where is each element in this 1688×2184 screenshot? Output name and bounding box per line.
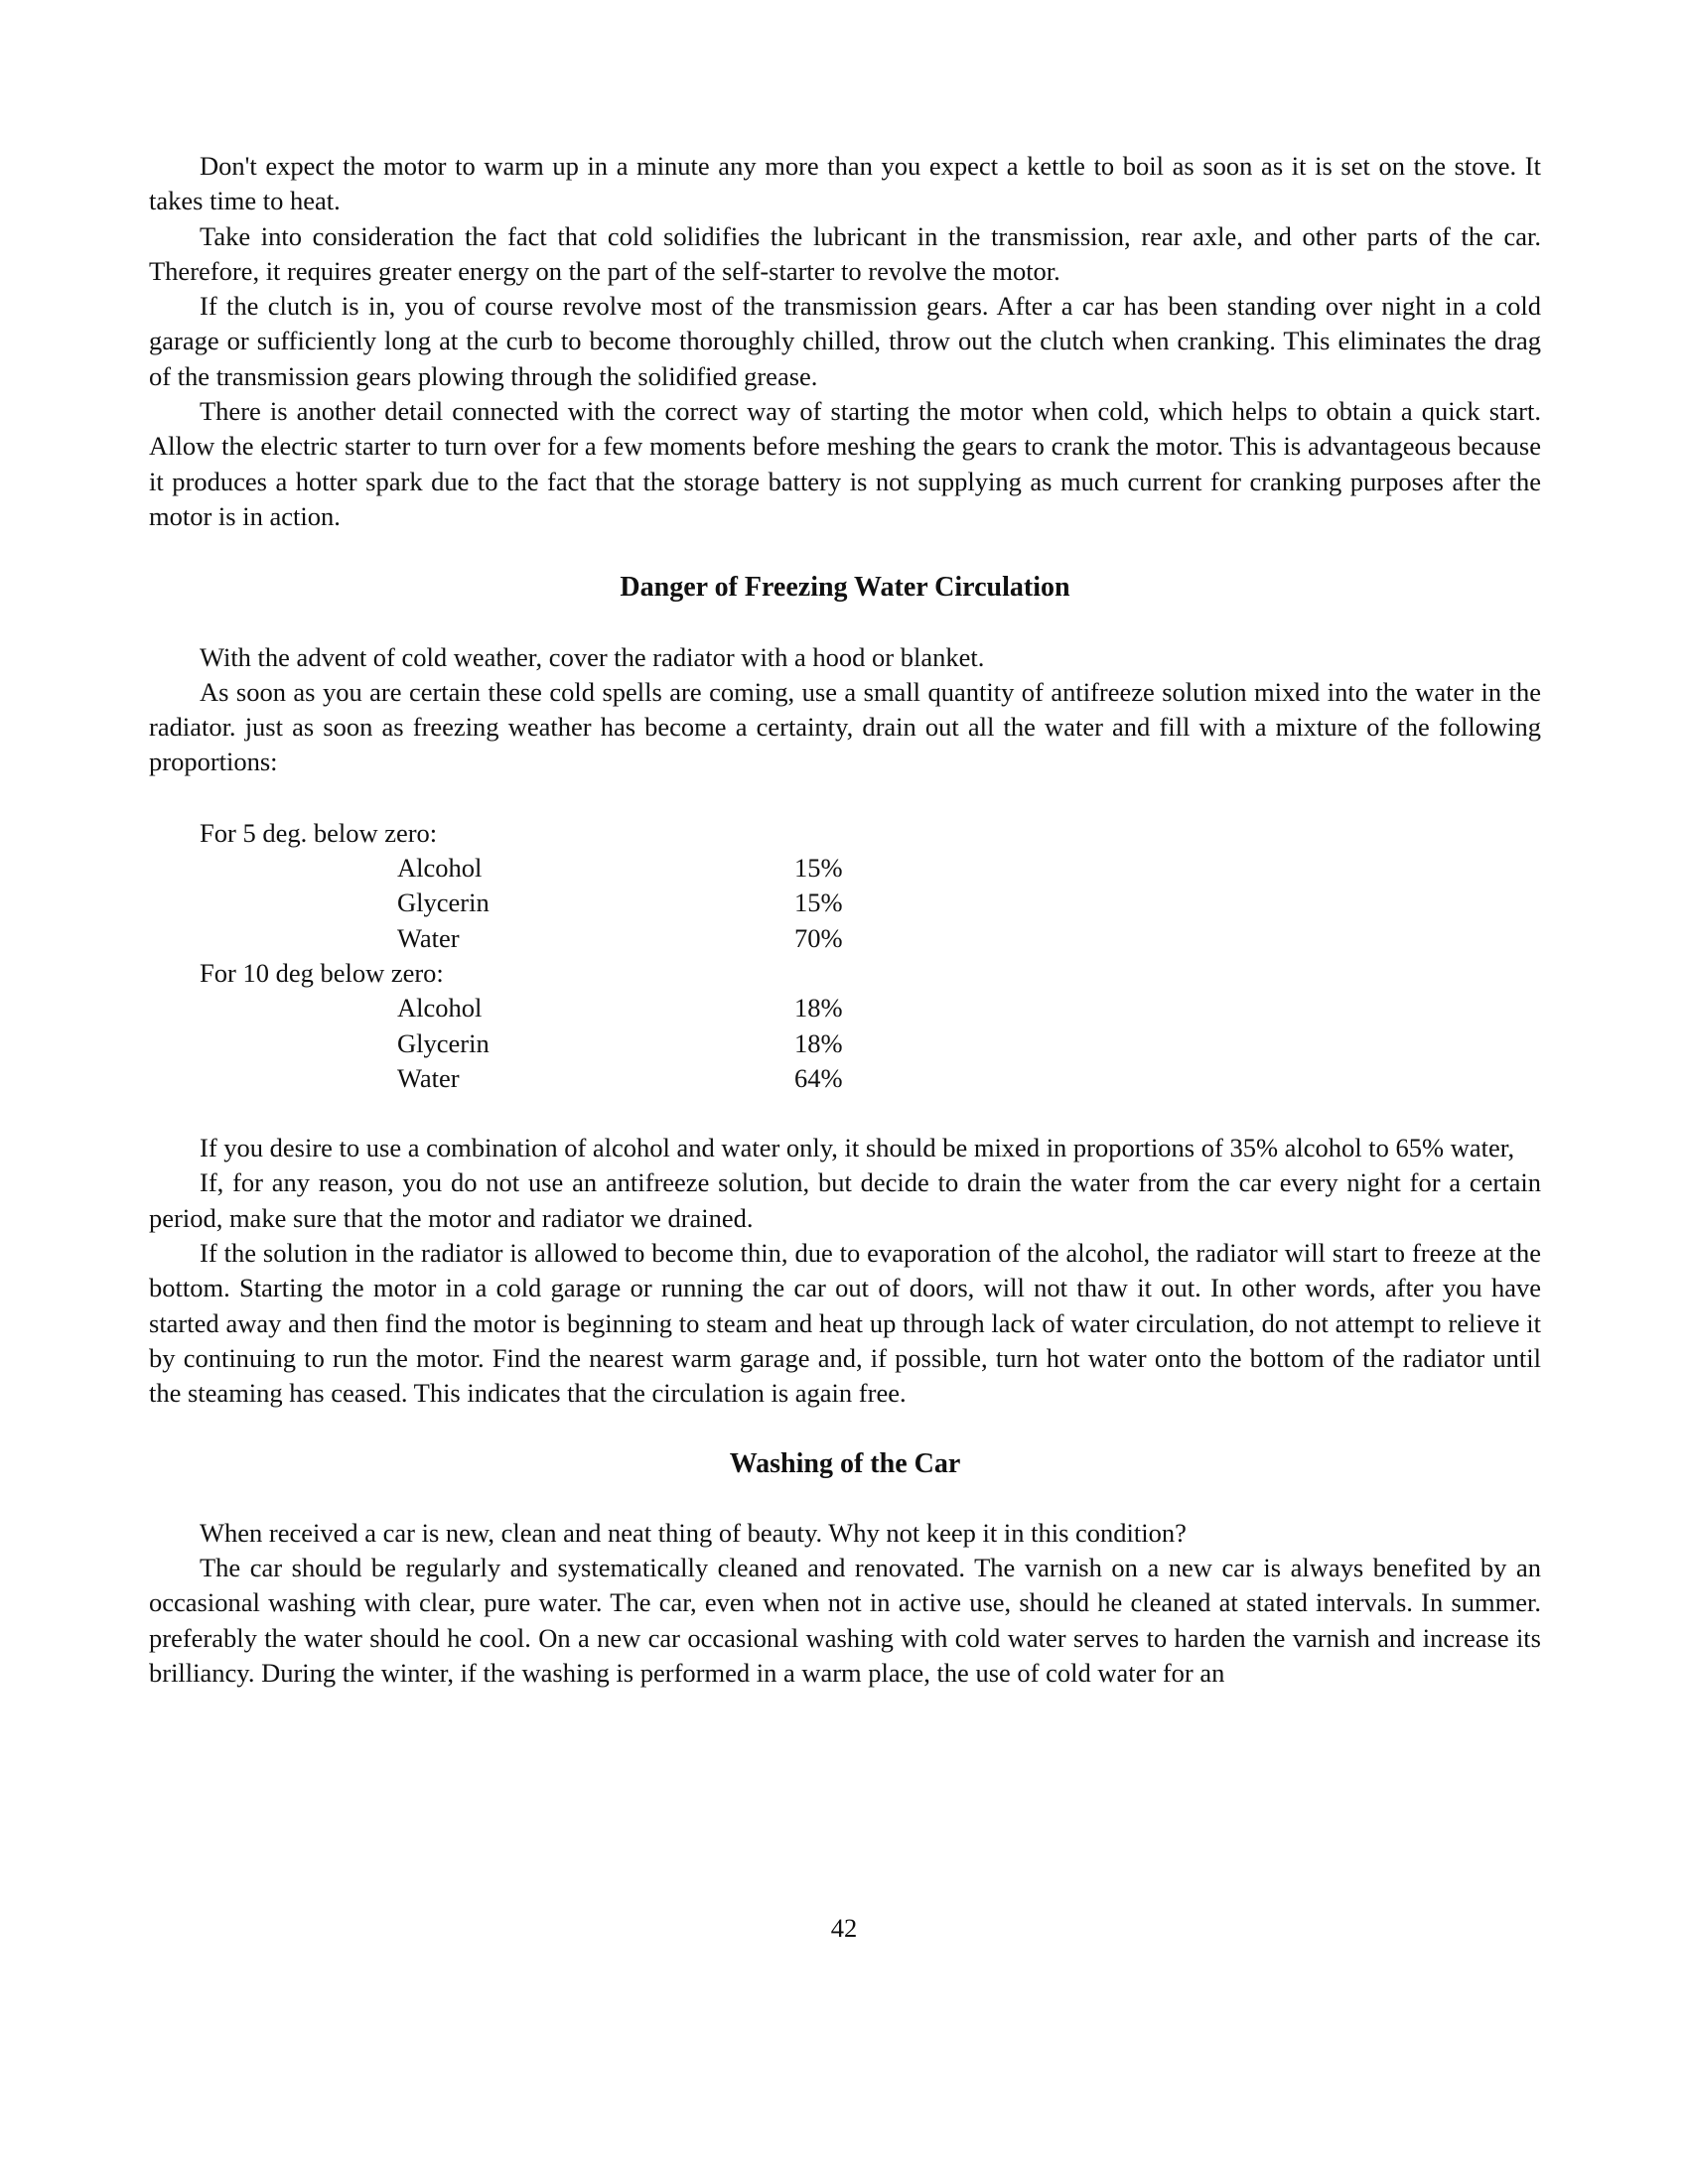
mixture-group-title: For 10 deg below zero:	[200, 957, 444, 988]
mixture-row	[149, 991, 1541, 1025]
paragraph: The car should be regularly and systematically cleaned and renovated. The varnish on a new car is always benefited by an occasional washing with clear, pure water. The car, even when not in active use, should he cleaned at stated intervals. In summer. preferably the water should he cool. On a new car occasional washing with cold water serves to harden the varnish and increase its brilliancy. During the winter, if the washing is performed in a warm place, the use of cold water for an	[149, 1553, 1541, 1688]
paragraph: There is another detail connected with the correct way of starting the motor when cold, which helps to obtain a quick start. Allow the electric starter to turn over for a few moments before meshing the gears to crank the motor. This is advantageous because it produces a hotter spark due to the fact that the storage battery is not supplying as much current for cranking purposes after the motor is in action.	[149, 396, 1541, 531]
paragraph: If you desire to use a combination of alcohol and water only, it should be mixed in proportions of 35% alcohol to 65% water,	[200, 1133, 1515, 1163]
mixture-row	[149, 886, 1541, 920]
mixture-group-title: For 5 deg. below zero:	[200, 817, 438, 848]
ingredient-percent: 18%	[794, 993, 843, 1024]
paragraph: Don't expect the motor to warm up in a minute any more than you expect a kettle to boil as soon as it is set on the stove. It takes time to heat.	[149, 151, 1541, 216]
paragraph: If the clutch is in, you of course revolve most of the transmission gears. After a car has been standing over night in a cold garage or sufficiently long at the curb to become thoroughly chilled, throw out the clutch when cranking. This eliminates the drag of the transmission gears plowing through the solidified grease.	[149, 291, 1541, 391]
ingredient-percent: 70%	[794, 922, 843, 953]
ingredient-name: Glycerin	[397, 887, 490, 918]
page-body	[149, 149, 1541, 1691]
ingredient-name: Water	[397, 1062, 460, 1093]
mixture-row	[149, 1061, 1541, 1096]
ingredient-percent: 15%	[794, 853, 843, 884]
mixture-row	[149, 921, 1541, 956]
ingredient-percent: 15%	[794, 887, 843, 918]
ingredient-name: Alcohol	[397, 993, 483, 1024]
section-heading: Danger of Freezing Water Circulation	[620, 572, 1070, 604]
paragraph: With the advent of cold weather, cover the radiator with a hood or blanket.	[200, 641, 985, 672]
paragraph: If, for any reason, you do not use an antifreeze solution, but decide to drain the water from the car every night for a certain period, make sure that the motor and radiator we drained.	[149, 1167, 1541, 1233]
paragraph: Take into consideration the fact that cold solidifies the lubricant in the transmission, rear axle, and other parts of the car. Therefore, it requires greater energy on the part of the self-starter to revolve the motor.	[149, 220, 1541, 286]
paragraph: When received a car is new, clean and neat thing of beauty. Why not keep it in this condition?	[200, 1517, 1187, 1548]
mixture-row	[149, 1026, 1541, 1061]
page-number: 42	[830, 1913, 858, 1943]
section-heading: Washing of the Car	[729, 1447, 961, 1479]
ingredient-percent: 64%	[794, 1062, 843, 1093]
paragraph: If the solution in the radiator is allowed to become thin, due to evaporation of the alcohol, the radiator will start to freeze at the bottom. Starting the motor in a cold garage or running the car out of doors, will not thaw it out. In other words, after you have started away and then find the motor is beginning to steam and heat up through lack of water circulation, do not attempt to relieve it by continuing to run the motor. Find the nearest warm garage and, if possible, turn hot water onto the bottom of the radiator until the steaming has ceased. This indicates that the circulation is again free.	[149, 1238, 1541, 1409]
mixture-row	[149, 851, 1541, 886]
antifreeze-mixture-list	[149, 816, 1541, 1096]
ingredient-name: Glycerin	[397, 1027, 490, 1058]
ingredient-name: Water	[397, 922, 460, 953]
ingredient-name: Alcohol	[397, 853, 483, 884]
paragraph: As soon as you are certain these cold spells are coming, use a small quantity of antifreeze solution mixed into the water in the radiator. just as soon as freezing weather has become a certainty, drain out all the water and fill with a mixture of the following proportions:	[149, 676, 1541, 777]
ingredient-percent: 18%	[794, 1027, 843, 1058]
